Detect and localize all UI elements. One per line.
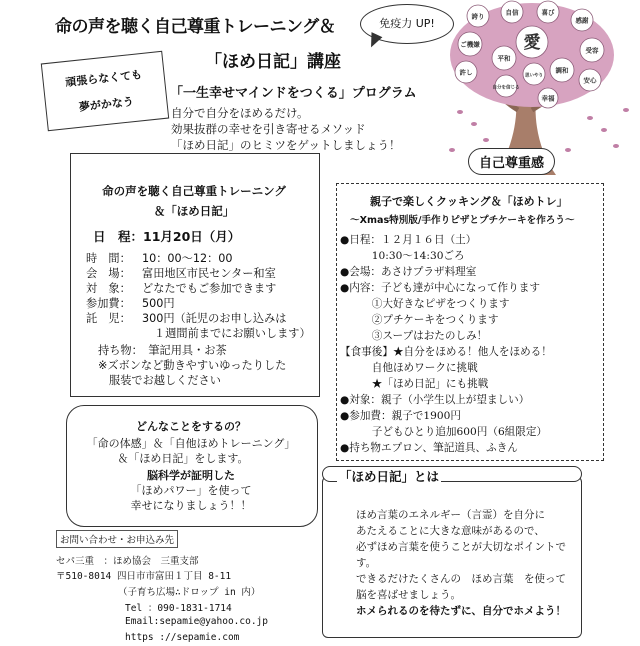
event2-title: 親子で楽しくクッキング＆「ほめトレ」: [370, 195, 568, 208]
tree-word-label: 感謝: [575, 16, 589, 25]
petal-icon: [471, 122, 477, 126]
intro-line: 効果抜群の幸せを引き寄せるメソッド: [171, 122, 366, 136]
event2-line: 子どもひとり追加600円（6組限定）: [340, 426, 548, 438]
homenikki-title: 「ほめ日記」とは: [339, 469, 440, 484]
event2-line: 自他ほめワークに挑戦: [340, 362, 478, 374]
event2-line: 【食事後】★自分をほめる！他人をほめる！: [340, 346, 552, 358]
row-label: 対 象：: [86, 282, 131, 295]
tree-word-label: 自分を信じる: [492, 85, 520, 91]
petal-icon: [457, 110, 463, 114]
event1-date: 日 程：11月20日（月）: [93, 229, 241, 244]
about-line: 脳科学が証明した: [147, 469, 235, 482]
event1-bring: 持ち物： 筆記用具・お茶: [98, 344, 227, 357]
event2-line: 10:30〜14:30ごろ: [340, 250, 465, 262]
tree-word-label: 自信: [505, 8, 519, 17]
event2-line: ●日程：１２月１６日（土）: [340, 234, 477, 246]
row-value: 富田地区市民センター和室: [142, 267, 276, 280]
tree-word-label: 許し: [459, 68, 473, 77]
row-value: 300円（託児のお申し込みは: [142, 312, 287, 325]
row-value: 10：00〜12：00: [142, 252, 233, 265]
title-line-1: 命の声を聴く自己尊重トレーニング＆: [55, 17, 336, 37]
self-esteem-label: 自己尊重感: [468, 148, 555, 175]
about-line: ＆「ほめ日記」をします。: [117, 452, 249, 465]
event2-subtitle: 〜Xmas特別版/手作りピザとプチケーキを作ろう〜: [350, 215, 575, 226]
event2-line: ②プチケーキをつくります: [340, 314, 499, 326]
tagline-scroll: [41, 51, 169, 131]
contact-place: （子育ち広場∴ドロップ in 内）: [118, 587, 261, 598]
about-line: 「ほめパワー」を使って: [130, 484, 252, 497]
event2-line: ●持ち物エプロン、筆記道具、ふきん: [340, 442, 518, 454]
petal-icon: [623, 108, 629, 112]
event1-childcare-note: １週間前までにお願いします）: [154, 327, 311, 340]
event2-line: ●会場：あさけプラザ料理室: [340, 266, 477, 278]
petal-icon: [601, 128, 607, 132]
event1-note-line-1: ※ズボンなど動きやすいゆったりした: [98, 359, 287, 372]
homenikki-line: できるだけたくさんの ほめ言葉 を使って: [356, 573, 566, 585]
homenikki-line: あたえることに大きな意味があるので、: [356, 525, 545, 537]
contact-org: セパ三重 ：ほめ協会 三重支部: [56, 556, 199, 567]
row-label: 託 児：: [86, 312, 131, 325]
tree-word-label: 誇り: [471, 12, 485, 21]
row-label: 時 間：: [86, 252, 131, 265]
speech-bubble-text: 免疫力 UP!: [379, 17, 435, 30]
event2-line: ①大好きなピザをつくります: [340, 298, 510, 310]
event1-title-line-1: 命の声を聴く自己尊重トレーニング: [102, 184, 286, 198]
row-label: 参加費：: [86, 297, 131, 310]
about-line: 幸せになりましょう！！: [130, 499, 252, 512]
homenikki-line: ほめ言葉のエネルギー（言霊）を自分に: [356, 509, 545, 521]
event2-line: ③スープはおたのしみ！: [340, 330, 488, 342]
event1-note-line-2: 服装でお越しください: [109, 374, 221, 387]
contact-address: 〒510-8014 四日市市富田１丁目 8-11: [56, 571, 232, 582]
intro-text: [171, 105, 401, 153]
contact-tel: Tel ：090-1831-1714: [125, 603, 232, 614]
homenikki-line: 脳を喜ばせましょう。: [356, 589, 461, 601]
contact-label: お問い合わせ・お申込み先: [56, 530, 178, 548]
row-label: 会 場：: [86, 267, 131, 280]
event1-title-line-2: ＆「ほめ日記」: [153, 204, 235, 218]
contact-email[interactable]: Email:sepamie@yahoo.co.jp: [125, 616, 268, 627]
tree-word-label: 安心: [583, 76, 597, 85]
petal-icon: [483, 138, 489, 142]
petal-icon: [613, 144, 619, 148]
tree-word-label: 幸福: [541, 94, 555, 103]
tree-word-label: 平和: [497, 54, 511, 63]
contact-website[interactable]: https ://sepamie.com: [125, 632, 240, 643]
petal-icon: [449, 148, 455, 152]
program-subtitle: 「一生幸せマインドをつくる」プログラム: [170, 86, 417, 101]
event2-line: ★「ほめ日記」にも挑戦: [340, 378, 489, 390]
tree-word-label: 思いやり: [525, 73, 543, 79]
title-line-2: 「ほめ日記」講座: [205, 52, 341, 72]
tagline-line-2: 夢がかなう: [78, 95, 135, 114]
event2-line: ●参加費：親子で1900円: [340, 410, 461, 422]
tree-word-label: 喜び: [541, 8, 555, 17]
tree-word-label: 受容: [585, 46, 599, 55]
homenikki-line: す。: [356, 557, 377, 569]
row-value: どなたでもご参加できます: [142, 282, 277, 295]
row-value: 500円: [142, 297, 175, 310]
about-heading: どんなことをするの？: [136, 420, 246, 433]
about-line: 「命の体感」＆「自他ほめトレーニング」: [86, 437, 296, 450]
petal-icon: [565, 148, 571, 152]
petal-icon: [587, 116, 593, 120]
homenikki-line: 必ずほめ言葉を使うことが大切なポイントで: [356, 541, 566, 553]
tagline-line-1: 頑張らなくても: [64, 68, 143, 90]
intro-line: 「ほめ日記」のヒミツをゲットしましょう！: [171, 138, 401, 152]
tree-word-label: 調和: [555, 66, 569, 75]
tree-word-label: 愛: [523, 33, 541, 53]
homenikki-line-emphasis: ホメられるのを待たずに、自分でホメよう！: [356, 605, 566, 617]
tree-word-label: ご機嫌: [460, 40, 480, 49]
event2-line: ●対象：親子（小学生以上が望ましい）: [340, 394, 530, 406]
event2-line: ●内容：子ども達が中心になって作ります: [340, 282, 540, 294]
intro-line: 自分で自分をほめるだけ。: [171, 106, 309, 120]
